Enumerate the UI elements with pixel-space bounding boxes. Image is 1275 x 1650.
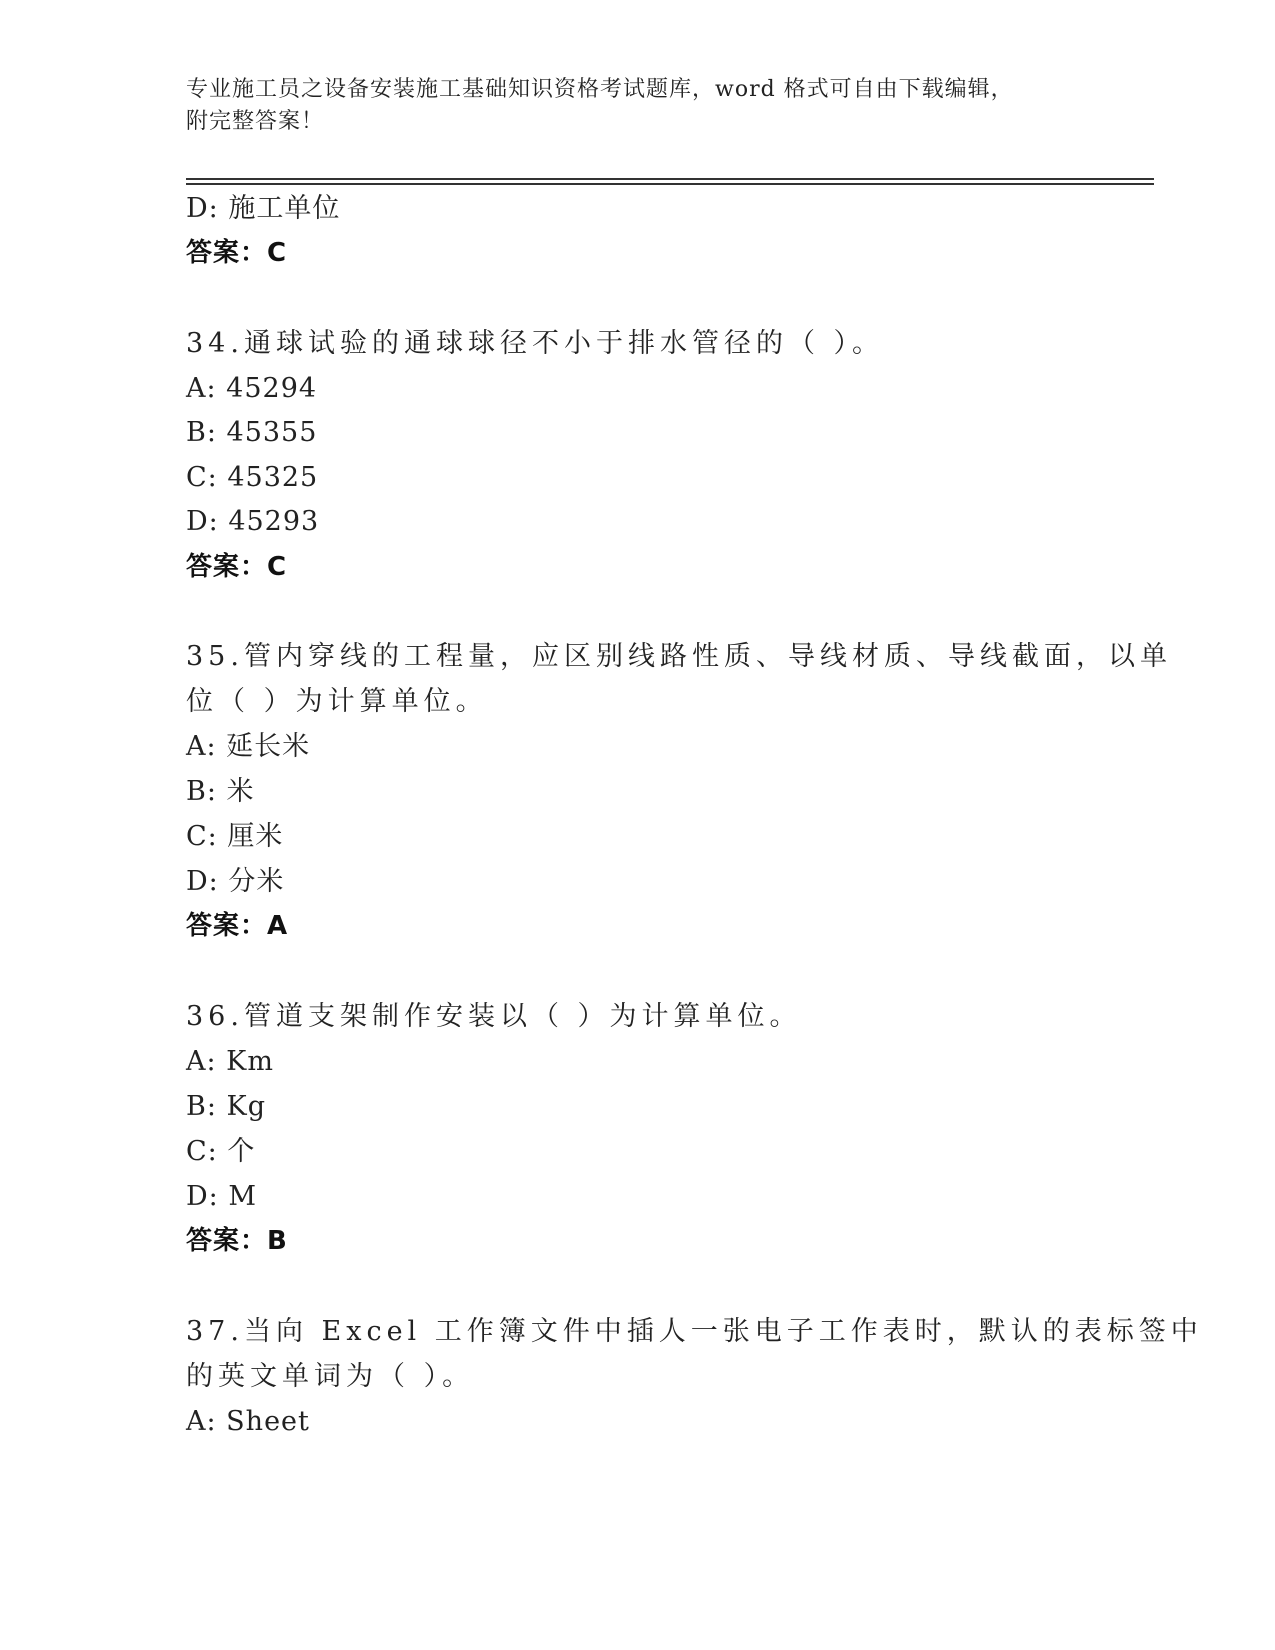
header-line-2: 附完整答案！ [186, 109, 325, 134]
option-a: A: 45294 [186, 373, 318, 404]
answer-label: 答案：C [186, 552, 288, 582]
option-a: A: 延长米 [186, 731, 311, 762]
option-d: D: 分米 [186, 866, 285, 897]
option-a: A: Km [186, 1046, 274, 1077]
question-35-line-1: 35.管内穿线的工程量，应区别线路性质、导线材质、导线截面，以单 [186, 641, 1172, 672]
header-divider-bottom [186, 183, 1154, 185]
question-37-line-2: 的英文单词为（ ）。 [186, 1361, 475, 1392]
option-b: B: Kg [186, 1091, 266, 1122]
option-a: A: Sheet [186, 1406, 310, 1437]
option-d: D: 施工单位 [186, 193, 341, 224]
option-c: C: 45325 [186, 462, 319, 493]
document-header [186, 74, 1086, 138]
option-d: D: M [186, 1181, 257, 1212]
question-34: 34.通球试验的通球球径不小于排水管径的（ ）。 [186, 328, 885, 359]
question-37-line-1: 37.当向 Excel 工作簿文件中插人一张电子工作表时，默认的表标签中 [186, 1316, 1203, 1347]
option-d: D: 45293 [186, 506, 320, 537]
header-line-1: 专业施工员之设备安装施工基础知识资格考试题库，word 格式可自由下载编辑， [186, 77, 1014, 102]
header-divider-top [186, 178, 1154, 180]
answer-label: 答案：B [186, 1226, 288, 1256]
option-c: C: 厘米 [186, 821, 284, 852]
question-35-line-2: 位（ ）为计算单位。 [186, 686, 488, 717]
answer-label: 答案：C [186, 238, 288, 268]
question-36: 36.管道支架制作安装以（ ）为计算单位。 [186, 1001, 802, 1032]
option-b: B: 米 [186, 776, 255, 807]
option-b: B: 45355 [186, 417, 318, 448]
answer-label: 答案：A [186, 911, 289, 941]
option-c: C: 个 [186, 1136, 256, 1167]
